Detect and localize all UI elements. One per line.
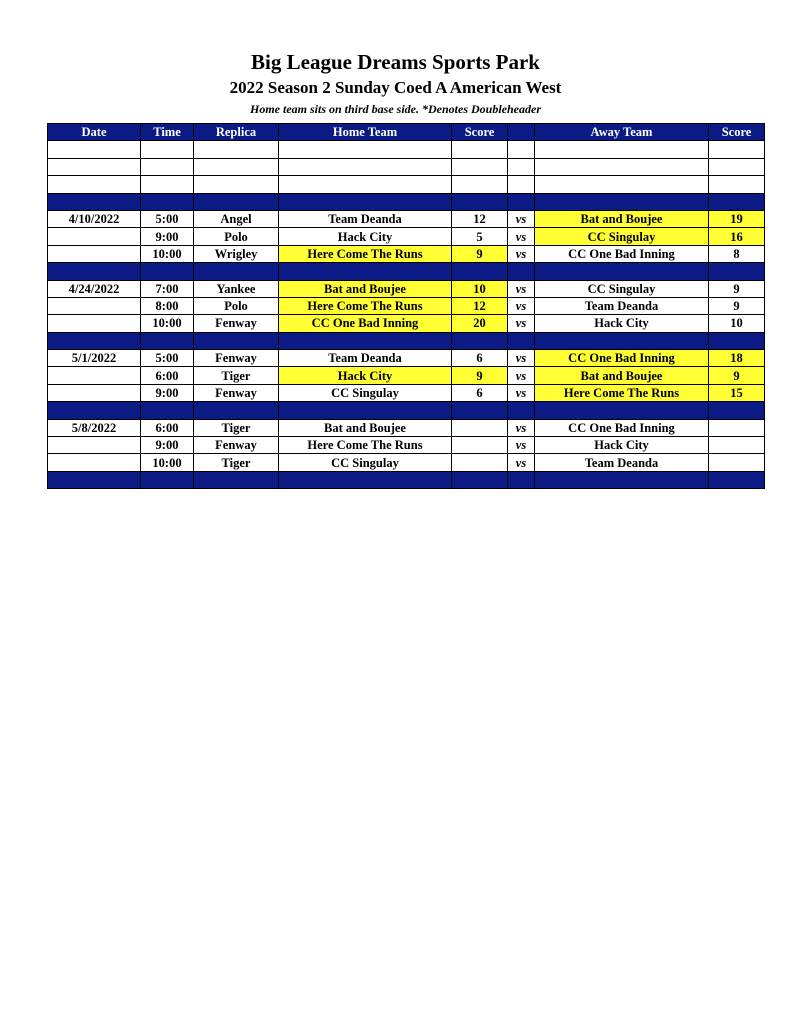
time-cell: 6:00 xyxy=(141,367,194,384)
separator-cell xyxy=(535,193,709,210)
separator-cell xyxy=(452,471,508,488)
separator-cell xyxy=(48,332,141,349)
time-cell: 9:00 xyxy=(141,228,194,245)
replica-cell: Fenway xyxy=(194,315,279,332)
vs-cell: vs xyxy=(508,210,535,227)
separator-row xyxy=(48,402,765,419)
home-team-cell: Here Come The Runs xyxy=(279,297,452,314)
away-team-cell: CC One Bad Inning xyxy=(535,350,709,367)
home-score-cell: 10 xyxy=(452,280,508,297)
away-team-cell: Team Deanda xyxy=(535,454,709,471)
time-cell: 10:00 xyxy=(141,245,194,262)
separator-cell xyxy=(452,263,508,280)
away-team-cell: CC Singulay xyxy=(535,228,709,245)
separator-cell xyxy=(508,193,535,210)
header-vs xyxy=(508,124,535,141)
home-team-cell: CC Singulay xyxy=(279,384,452,401)
replica-cell: Tiger xyxy=(194,419,279,436)
away-score-cell xyxy=(709,454,765,471)
vs-cell: vs xyxy=(508,245,535,262)
replica-cell: Tiger xyxy=(194,367,279,384)
home-team-cell: Here Come The Runs xyxy=(279,245,452,262)
header-home-score: Score xyxy=(452,124,508,141)
game-row xyxy=(48,245,765,262)
away-score-cell: 18 xyxy=(709,350,765,367)
away-score-cell: 9 xyxy=(709,297,765,314)
time-cell: 8:00 xyxy=(141,297,194,314)
vs-cell: vs xyxy=(508,454,535,471)
game-row xyxy=(48,384,765,401)
time-cell: 10:00 xyxy=(141,454,194,471)
away-team-cell: CC Singulay xyxy=(535,280,709,297)
separator-cell xyxy=(48,263,141,280)
separator-row xyxy=(48,471,765,488)
separator-cell xyxy=(709,193,765,210)
separator-cell xyxy=(452,332,508,349)
separator-cell xyxy=(141,193,194,210)
separator-cell xyxy=(194,193,279,210)
separator-cell xyxy=(279,193,452,210)
away-score-cell: 8 xyxy=(709,245,765,262)
empty-row xyxy=(48,158,765,175)
separator-row xyxy=(48,263,765,280)
away-score-cell: 9 xyxy=(709,367,765,384)
replica-cell: Fenway xyxy=(194,437,279,454)
separator-cell xyxy=(508,263,535,280)
home-score-cell: 12 xyxy=(452,210,508,227)
separator-cell xyxy=(194,332,279,349)
separator-cell xyxy=(279,263,452,280)
separator-cell xyxy=(508,332,535,349)
separator-cell xyxy=(535,332,709,349)
separator-cell xyxy=(279,332,452,349)
separator-row xyxy=(48,332,765,349)
home-team-cell: Here Come The Runs xyxy=(279,437,452,454)
separator-cell xyxy=(508,471,535,488)
home-team-cell: Hack City xyxy=(279,367,452,384)
date-cell xyxy=(48,245,141,262)
header-home-team: Home Team xyxy=(279,124,452,141)
game-row xyxy=(48,228,765,245)
vs-cell: vs xyxy=(508,384,535,401)
vs-cell: vs xyxy=(508,315,535,332)
home-team-cell: Hack City xyxy=(279,228,452,245)
header-away-score: Score xyxy=(709,124,765,141)
home-team-cell: CC Singulay xyxy=(279,454,452,471)
separator-cell xyxy=(709,471,765,488)
away-team-cell: CC One Bad Inning xyxy=(535,419,709,436)
home-team-cell: Bat and Boujee xyxy=(279,280,452,297)
home-team-cell: Bat and Boujee xyxy=(279,419,452,436)
separator-cell xyxy=(535,263,709,280)
replica-cell: Angel xyxy=(194,210,279,227)
home-team-cell: Team Deanda xyxy=(279,350,452,367)
separator-cell xyxy=(452,402,508,419)
away-team-cell: Bat and Boujee xyxy=(535,210,709,227)
date-cell: 5/1/2022 xyxy=(48,350,141,367)
replica-cell: Fenway xyxy=(194,384,279,401)
empty-row xyxy=(48,141,765,158)
away-score-cell xyxy=(709,419,765,436)
away-score-cell: 16 xyxy=(709,228,765,245)
separator-cell xyxy=(279,471,452,488)
page-title: Big League Dreams Sports Park xyxy=(251,50,540,74)
away-score-cell: 9 xyxy=(709,280,765,297)
away-score-cell: 10 xyxy=(709,315,765,332)
home-score-cell: 6 xyxy=(452,350,508,367)
separator-cell xyxy=(141,402,194,419)
home-score-cell xyxy=(452,454,508,471)
schedule-body xyxy=(48,141,765,489)
home-score-cell: 5 xyxy=(452,228,508,245)
separator-cell xyxy=(508,402,535,419)
vs-cell: vs xyxy=(508,419,535,436)
game-row xyxy=(48,315,765,332)
separator-cell xyxy=(452,193,508,210)
separator-cell xyxy=(709,402,765,419)
separator-cell xyxy=(141,263,194,280)
date-cell: 4/10/2022 xyxy=(48,210,141,227)
away-score-cell: 15 xyxy=(709,384,765,401)
game-row xyxy=(48,350,765,367)
time-cell: 6:00 xyxy=(141,419,194,436)
replica-cell: Polo xyxy=(194,228,279,245)
replica-cell: Wrigley xyxy=(194,245,279,262)
header-row xyxy=(48,124,765,141)
vs-cell: vs xyxy=(508,297,535,314)
vs-cell: vs xyxy=(508,280,535,297)
date-cell xyxy=(48,437,141,454)
away-score-cell xyxy=(709,437,765,454)
time-cell: 9:00 xyxy=(141,384,194,401)
away-team-cell: Team Deanda xyxy=(535,297,709,314)
time-cell: 9:00 xyxy=(141,437,194,454)
home-score-cell: 6 xyxy=(452,384,508,401)
separator-cell xyxy=(48,193,141,210)
date-cell: 5/8/2022 xyxy=(48,419,141,436)
away-team-cell: Hack City xyxy=(535,315,709,332)
separator-cell xyxy=(194,402,279,419)
time-cell: 5:00 xyxy=(141,350,194,367)
separator-cell xyxy=(709,263,765,280)
separator-cell xyxy=(141,332,194,349)
empty-row xyxy=(48,176,765,193)
away-team-cell: Here Come The Runs xyxy=(535,384,709,401)
home-score-cell: 9 xyxy=(452,367,508,384)
separator-cell xyxy=(48,402,141,419)
date-cell xyxy=(48,297,141,314)
away-team-cell: CC One Bad Inning xyxy=(535,245,709,262)
header-date: Date xyxy=(48,124,141,141)
page-subtitle: 2022 Season 2 Sunday Coed A American West xyxy=(229,78,562,97)
home-team-cell: CC One Bad Inning xyxy=(279,315,452,332)
home-score-cell: 9 xyxy=(452,245,508,262)
vs-cell: vs xyxy=(508,367,535,384)
vs-cell: vs xyxy=(508,228,535,245)
separator-cell xyxy=(709,332,765,349)
vs-cell: vs xyxy=(508,437,535,454)
game-row xyxy=(48,297,765,314)
separator-row xyxy=(48,193,765,210)
separator-cell xyxy=(535,402,709,419)
game-row xyxy=(48,437,765,454)
game-row xyxy=(48,419,765,436)
replica-cell: Polo xyxy=(194,297,279,314)
home-score-cell: 20 xyxy=(452,315,508,332)
separator-cell xyxy=(535,471,709,488)
home-score-cell xyxy=(452,419,508,436)
vs-cell: vs xyxy=(508,350,535,367)
home-score-cell xyxy=(452,437,508,454)
date-cell: 4/24/2022 xyxy=(48,280,141,297)
separator-cell xyxy=(279,402,452,419)
header-away-team: Away Team xyxy=(535,124,709,141)
replica-cell: Fenway xyxy=(194,350,279,367)
header-time: Time xyxy=(141,124,194,141)
date-cell xyxy=(48,315,141,332)
game-row xyxy=(48,367,765,384)
replica-cell: Yankee xyxy=(194,280,279,297)
replica-cell: Tiger xyxy=(194,454,279,471)
page-note: Home team sits on third base side. *Denotes Doubleheader xyxy=(250,102,541,116)
home-score-cell: 12 xyxy=(452,297,508,314)
date-cell xyxy=(48,228,141,245)
home-team-cell: Team Deanda xyxy=(279,210,452,227)
separator-cell xyxy=(141,471,194,488)
game-row xyxy=(48,210,765,227)
game-row xyxy=(48,454,765,471)
date-cell xyxy=(48,367,141,384)
date-cell xyxy=(48,384,141,401)
away-team-cell: Bat and Boujee xyxy=(535,367,709,384)
game-row xyxy=(48,280,765,297)
date-cell xyxy=(48,454,141,471)
time-cell: 10:00 xyxy=(141,315,194,332)
time-cell: 5:00 xyxy=(141,210,194,227)
separator-cell xyxy=(194,263,279,280)
separator-cell xyxy=(48,471,141,488)
schedule-table xyxy=(47,123,765,489)
separator-cell xyxy=(194,471,279,488)
away-team-cell: Hack City xyxy=(535,437,709,454)
time-cell: 7:00 xyxy=(141,280,194,297)
header-replica: Replica xyxy=(194,124,279,141)
away-score-cell: 19 xyxy=(709,210,765,227)
